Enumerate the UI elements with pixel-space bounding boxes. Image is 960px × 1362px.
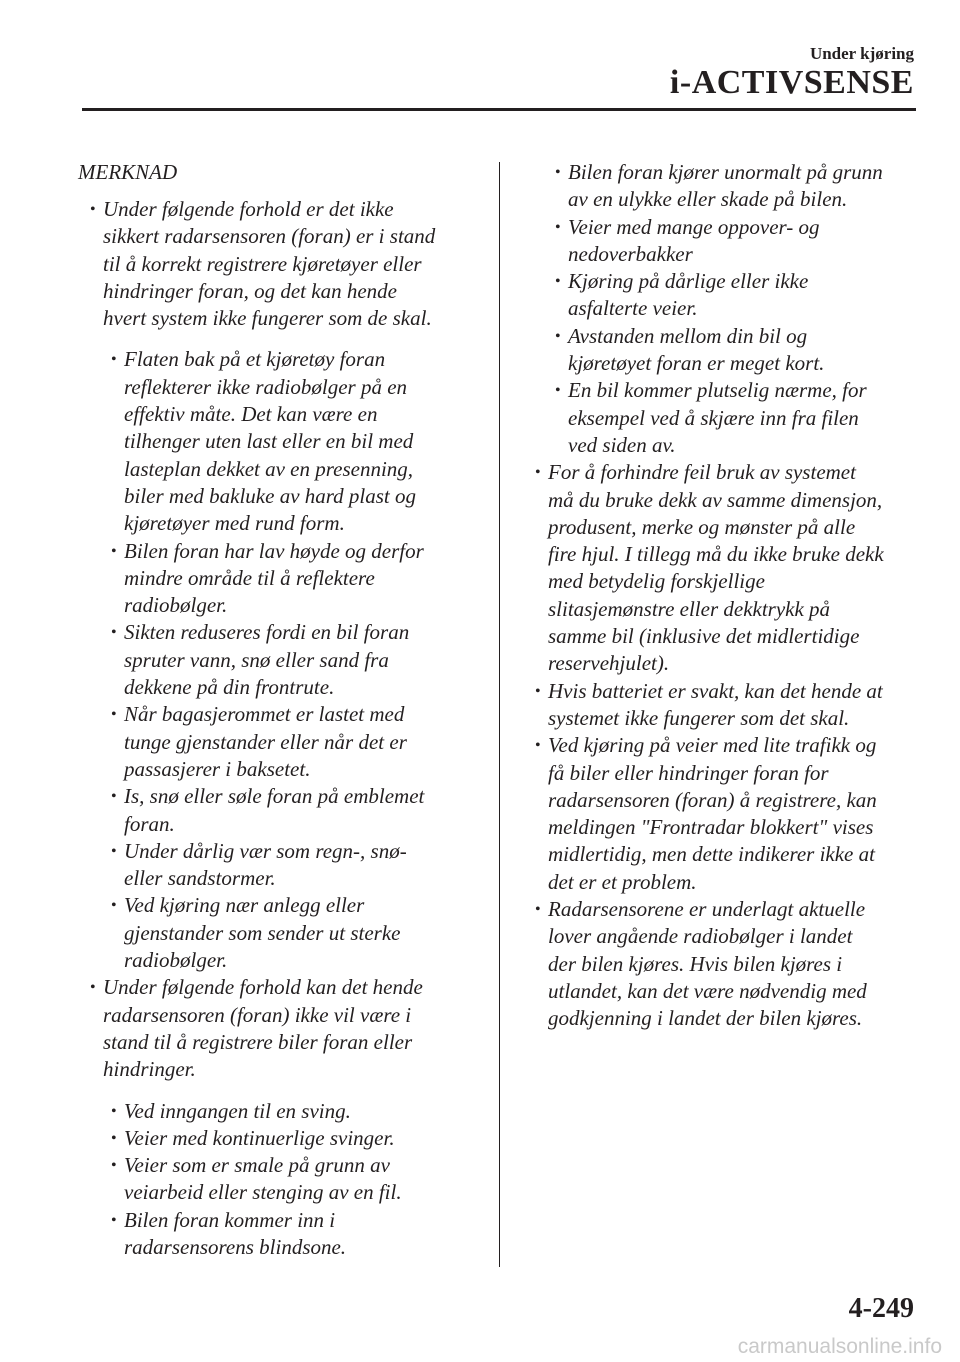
list-item: • Under følgende forhold kan det hende radarsensoren (foran) ikke vil være i stand til å registrere biler foran eller hindringer. [90, 975, 423, 1082]
bullet-icon: • [535, 682, 541, 700]
list-item: • Under følgende forhold er det ikke sikkert radarsensoren (foran) er i stand til å korrekt registrere kjøretøyer eller hindringer foran, og det kan hende hvert system ikke fungerer som de skal. [90, 197, 436, 331]
bullet-icon: • [111, 1102, 117, 1120]
list-item: • Kjøring på dårlige eller ikke asfalterte veier. [555, 269, 809, 321]
page-number: 4-249 [848, 1293, 914, 1324]
list-item: • Bilen foran kommer inn i radarsensorens blindsone. [111, 1207, 347, 1259]
watermark: carmanualsonline.info [737, 1335, 942, 1358]
right-column [524, 159, 934, 1033]
bullet-icon: • [111, 706, 117, 724]
list-item: • Ved kjøring på veier med lite trafikk og få biler eller hindringer foran for radarsensoren (foran) å registrere, kan meldingen "Frontradar blokkert" vises midlertidig, men dette indikerer ikke at det er et problem. [535, 733, 877, 894]
bullet-icon: • [535, 901, 541, 919]
section-label: Under kjøring [809, 44, 914, 63]
note-title: MERKNAD [78, 160, 178, 184]
bullet-icon: • [111, 897, 117, 915]
bullet-icon: • [555, 164, 561, 181]
bullet-icon: • [111, 351, 117, 369]
list-item: • Veier som er smale på grunn av veiarbeid eller stenging av en fil. [111, 1153, 402, 1205]
column-divider [499, 162, 500, 1267]
bullet-icon: • [555, 327, 561, 345]
bullet-icon: • [555, 273, 561, 291]
bullet-icon: • [90, 201, 96, 218]
bullet-icon: • [111, 842, 117, 860]
bullet-icon: • [111, 1157, 117, 1175]
list-item: • Sikten reduseres fordi en bil foran spruter vann, snø eller sand fra dekkene på din frontrute. [111, 620, 410, 700]
bullet-icon: • [111, 624, 117, 642]
bullet-icon: • [90, 979, 96, 997]
list-item: • Veier med mange oppover- og nedoverbakker [555, 214, 820, 266]
list-item: • Veier med kontinuerlige svinger. [124, 1125, 480, 1152]
list-item: • For å forhindre feil bruk av systemet må du bruke dekk av samme dimensjon, produsent, merke og mønster på alle fire hjul. I tillegg må du ikke bruke dekk med betydelig forskjellige slitasjemønstre eller dekktrykk på samme bil (inklusive det midlertidige reservehjulet). [535, 460, 884, 676]
list-item: • Under dårlig vær som regn-, snø- eller sandstormer. [111, 838, 407, 891]
header-rule [82, 108, 916, 111]
bullet-icon: • [111, 1211, 117, 1229]
list-item: • Ved kjøring nær anlegg eller gjenstander som sender ut sterke radiobølger. [111, 893, 401, 973]
bullet-icon: • [111, 542, 117, 560]
left-column [78, 159, 480, 1261]
bullet-icon: • [555, 382, 561, 400]
bullet-icon: • [555, 218, 561, 236]
list-item: • Radarsensorene er underlagt aktuelle lover angående radiobølger i landet der bilen kjøres. Hvis bilen kjøres i utlandet, kan det være nødvendig med godkjenning i landet der bilen kjøres. [535, 897, 867, 1031]
chapter-title: i-ACTIVSENSE [669, 64, 914, 101]
bullet-icon: • [111, 1129, 117, 1147]
list-item: • Når bagasjerommet er lastet med tunge gjenstander eller når det er passasjerer i baksetet. [111, 702, 407, 781]
list-item: • Bilen foran har lav høyde og derfor mindre område til å reflektere radiobølger. [111, 538, 424, 618]
list-item: • Flaten bak på et kjøretøy foran reflekterer ikke radiobølger på en effektiv måte. Det kan være en tilhenger uten last eller en bil med lasteplan dekket av en presenning, biler med bakluke av hard plast og kjøretøyer med rund form. [111, 347, 417, 536]
bullet-icon: • [535, 737, 541, 755]
list-item: • Ved inngangen til en sving. [124, 1098, 480, 1125]
list-item: • En bil kommer plutselig nærme, for eksempel ved å skjære inn fra filen ved siden av. [555, 378, 867, 457]
list-item: • Avstanden mellom din bil og kjøretøyet foran er meget kort. [555, 323, 825, 376]
list-item: • Is, snø eller søle foran på emblemet foran. [111, 784, 425, 836]
list-item: • Hvis batteriet er svakt, kan det hende at systemet ikke fungerer som det skal. [535, 678, 883, 730]
list-item: • Bilen foran kjører unormalt på grunn av en ulykke eller skade på bilen. [555, 160, 883, 212]
bullet-icon: • [111, 788, 117, 806]
bullet-icon: • [535, 464, 541, 482]
